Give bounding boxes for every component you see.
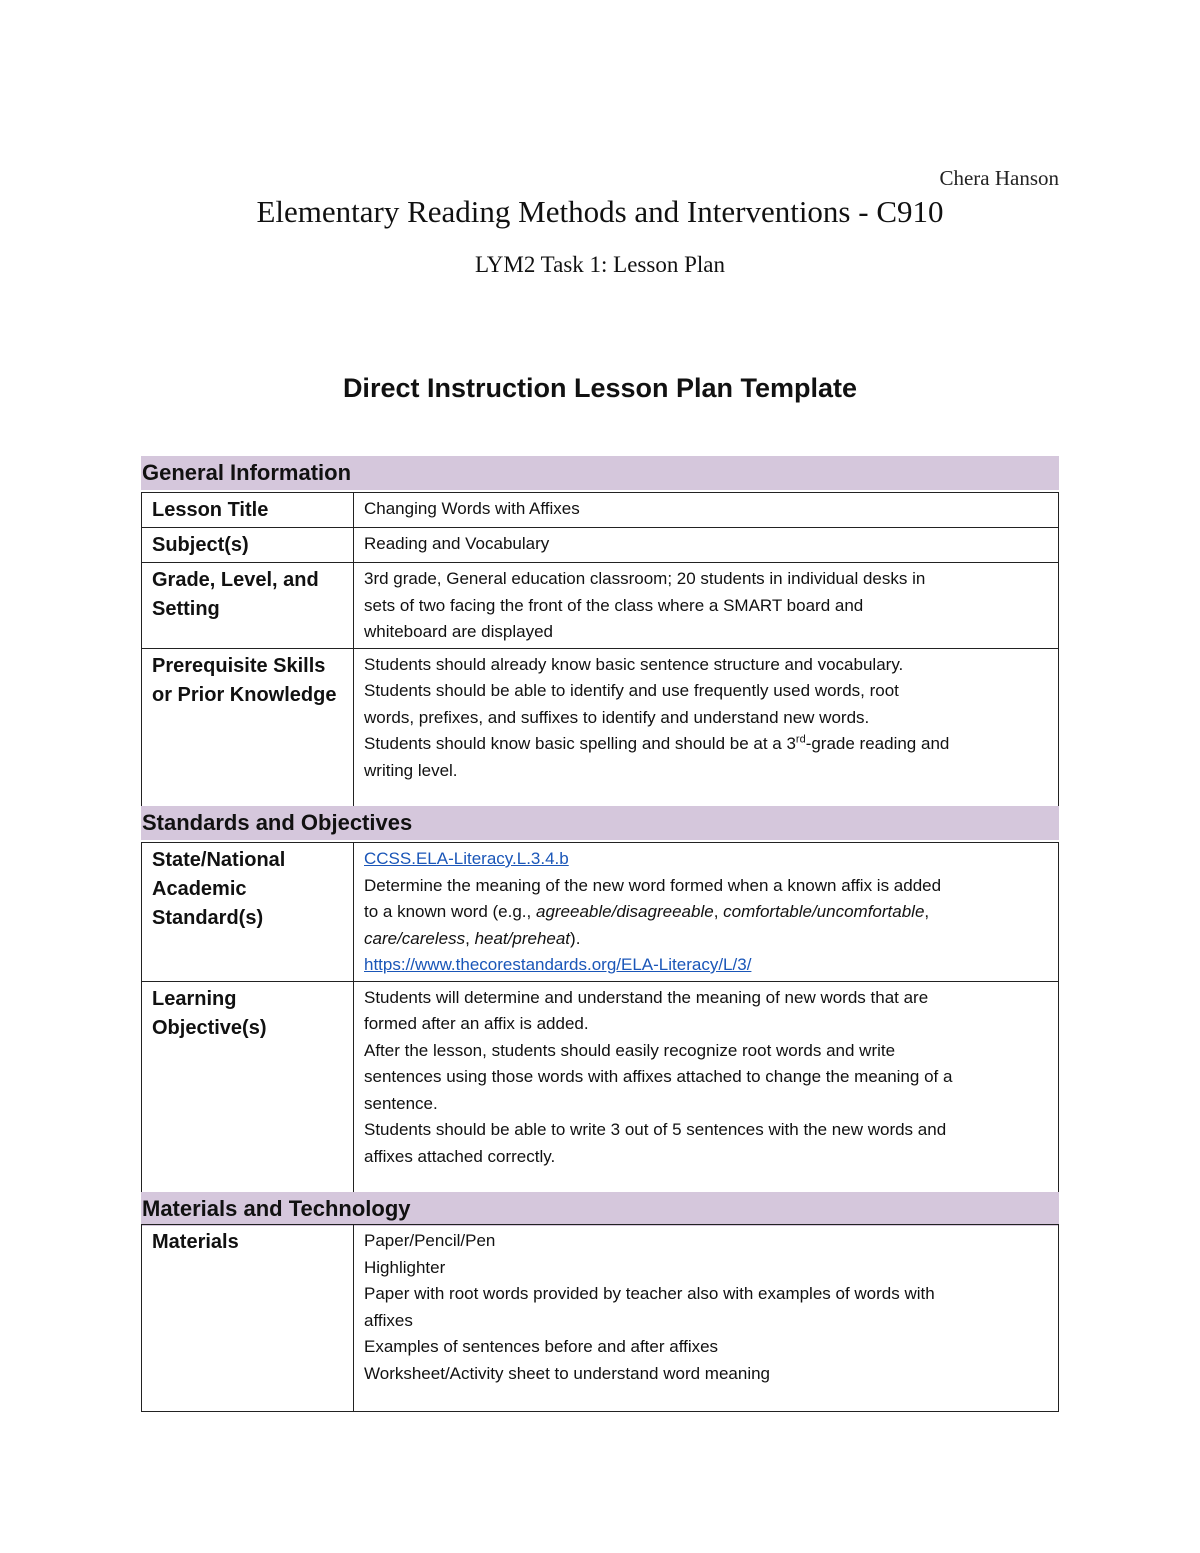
state-standards-label-line-1: State/National xyxy=(152,849,286,871)
standards-objectives-table xyxy=(141,842,1059,1194)
table-row xyxy=(142,843,1059,982)
lesson-title-label: Lesson Title xyxy=(142,493,354,528)
prereq-line4-post: -grade reading and xyxy=(805,734,950,753)
materials-value xyxy=(354,1225,1059,1412)
state-standards-label xyxy=(142,843,354,982)
materials-line: Examples of sentences before and after affixes xyxy=(364,1337,719,1356)
example-word-pair: care/careless xyxy=(364,928,466,948)
state-standards-label-line-3: Standard(s) xyxy=(152,907,264,929)
prereq-value-line: words, prefixes, and suffixes to identify and understand new words. xyxy=(364,707,870,727)
course-title: Elementary Reading Methods and Interventions - C910 xyxy=(256,194,944,229)
standard-description-line: Determine the meaning of the new word formed when a known affix is added xyxy=(364,875,942,895)
prereq-line4-pre: Students should know basic spelling and should be at a 3 xyxy=(364,734,796,753)
standard-text: ). xyxy=(570,928,581,948)
materials-line: Paper/Pencil/Pen xyxy=(364,1231,496,1250)
prereq-label-line-2: or Prior Knowledge xyxy=(152,683,337,706)
table-row xyxy=(142,648,1059,808)
standard-description-line xyxy=(364,926,1048,953)
grade-label-line-1: Grade, Level, and xyxy=(152,569,319,591)
example-word-pair: agreeable/disagreeable xyxy=(535,902,714,921)
separator: , xyxy=(465,928,475,948)
objective-line: Students will determine and understand the meaning of new words that are xyxy=(364,987,929,1007)
grade-value-line: 3rd grade, General education classroom; 20 students in individual desks in xyxy=(364,569,926,588)
subjects-value: Reading and Vocabulary xyxy=(354,528,1059,563)
standards-url-link[interactable]: https://www.thecorestandards.org/ELA-Literacy/L/3/ xyxy=(364,955,752,974)
grade-label xyxy=(142,563,354,649)
template-title: Direct Instruction Lesson Plan Template xyxy=(342,373,858,403)
prereq-value-line: Students should already know basic sentence structure and vocabulary. xyxy=(364,654,904,674)
prereq-label-line-1: Prerequisite Skills xyxy=(152,654,326,677)
example-word-pair: heat/preheat xyxy=(474,928,571,948)
general-information-table xyxy=(141,492,1059,809)
learning-objectives-value xyxy=(354,981,1059,1193)
section-heading-materials-technology: Materials and Technology xyxy=(141,1192,1059,1226)
materials-line: Paper with root words provided by teacher also with examples of words with xyxy=(364,1284,935,1303)
materials-line: Highlighter xyxy=(364,1257,446,1277)
objective-line: sentences using those words with affixes attached to change the meaning of a xyxy=(364,1067,953,1086)
learning-objectives-label-line-2: Objective(s) xyxy=(152,1016,267,1039)
objective-line: Students should be able to write 3 out of 5 sentences with the new words and xyxy=(364,1120,947,1139)
prereq-value-line: writing level. xyxy=(364,760,458,780)
prereq-value xyxy=(354,648,1059,808)
materials-line: Worksheet/Activity sheet to understand word meaning xyxy=(364,1363,771,1383)
grade-value xyxy=(354,563,1059,649)
separator: , xyxy=(924,902,930,921)
standard-description-line xyxy=(364,899,1048,926)
table-row xyxy=(142,981,1059,1193)
objective-line: affixes attached correctly. xyxy=(364,1146,556,1166)
materials-line: affixes xyxy=(364,1310,413,1330)
objective-line: formed after an affix is added. xyxy=(364,1014,589,1033)
state-standards-value xyxy=(354,843,1059,982)
table-row xyxy=(142,563,1059,649)
prereq-value-line: Students should be able to identify and use frequently used words, root xyxy=(364,681,899,700)
prereq-label xyxy=(142,648,354,808)
ordinal-suffix: rd xyxy=(795,733,806,746)
standard-code-link[interactable]: CCSS.ELA-Literacy.L.3.4.b xyxy=(364,849,569,868)
table-row xyxy=(142,1225,1059,1412)
example-word-pair: comfortable/uncomfortable xyxy=(723,902,925,921)
standard-text: to a known word (e.g., xyxy=(364,902,536,921)
grade-value-line: sets of two facing the front of the class where a SMART board and xyxy=(364,595,864,615)
table-row xyxy=(142,493,1059,528)
materials-label: Materials xyxy=(142,1225,354,1412)
section-heading-general-information: General Information xyxy=(141,456,1059,490)
lesson-title-value: Changing Words with Affixes xyxy=(354,493,1059,528)
subjects-label: Subject(s) xyxy=(142,528,354,563)
section-heading-standards-objectives: Standards and Objectives xyxy=(141,806,1059,840)
objective-line: After the lesson, students should easily recognize root words and write xyxy=(364,1040,896,1060)
grade-label-line-2: Setting xyxy=(152,598,220,620)
author-name: Chera Hanson xyxy=(939,166,1059,190)
task-title: LYM2 Task 1: Lesson Plan xyxy=(475,252,725,277)
materials-technology-table xyxy=(141,1224,1059,1412)
grade-value-line: whiteboard are displayed xyxy=(364,622,554,641)
learning-objectives-label-line-1: Learning xyxy=(152,987,237,1010)
learning-objectives-label xyxy=(142,981,354,1193)
state-standards-label-line-2: Academic xyxy=(152,878,247,900)
separator: , xyxy=(713,902,724,921)
prereq-value-line xyxy=(364,731,1048,758)
objective-line: sentence. xyxy=(364,1093,438,1113)
table-row xyxy=(142,528,1059,563)
